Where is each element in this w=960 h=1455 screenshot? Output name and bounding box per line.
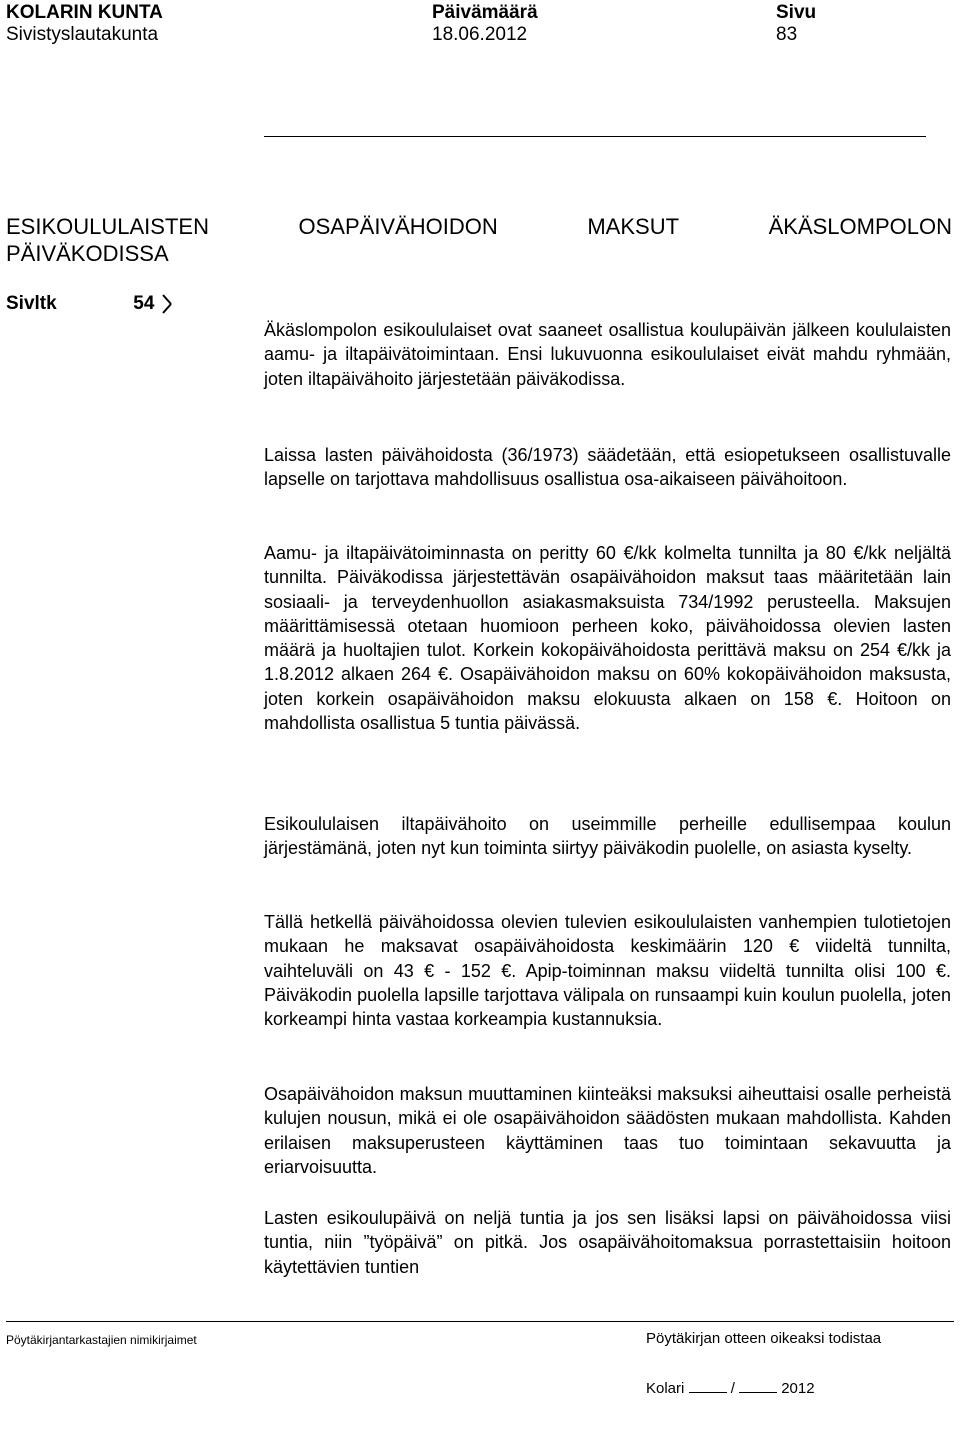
org-name: KOLARIN KUNTA <box>6 2 163 23</box>
title-part-3: MAKSUT <box>587 214 680 239</box>
section-number: 54 <box>133 293 155 315</box>
footer-place: Kolari <box>646 1380 685 1397</box>
paragraph-2: Laissa lasten päivähoidosta (36/1973) säädetään, että esiopetukseen osallistuvalle lapselle on tarjottava mahdollisuus osallistua osa-aikaiseen päivähoitoon. <box>264 445 951 490</box>
department: Sivistyslautakunta <box>6 24 159 45</box>
title-part-4: ÄKÄSLOMPOLON <box>768 214 952 239</box>
paragraph-5: Tällä hetkellä päivähoidossa olevien tulevien esikoululaisten vanhempien tulotietojen mukaan he maksavat osapäivähoidosta keskimäärin 120 € viideltä tunnilta, vaihteluväli on 43 € - 152 €. Apip-toiminnan maksu viideltä tunnilta olisi 100 €. Päiväkodin puolella lapsille tarjottava välipala on runsaampi kuin koulun puolella, joten korkeampi hinta vastaa korkeampia kustannuksia. <box>264 912 951 1030</box>
section-sign-icon <box>160 293 174 315</box>
section-marker <box>6 293 174 315</box>
paragraph-1: Äkäslompolon esikoululaiset ovat saaneet osallistua koulupäivän jälkeen koululaisten aamu- ja iltapäivätoimintaan. Ensi lukuvuonna esikoululaiset eivät mahdu ryhmään, joten iltapäivähoito järjestetään päiväkodissa. <box>264 320 951 389</box>
meeting-date: 18.06.2012 <box>432 24 528 45</box>
paragraph-7: Lasten esikoulupäivä on neljä tuntia ja jos sen lisäksi lapsi on päivähoidossa viisi tuntia, niin ”työpäivä” on pitkä. Jos osapäivähoitomaksua porrastettaisiin hoitoon käytettävien tuntien <box>264 1208 951 1277</box>
page-label: Sivu <box>776 2 817 23</box>
section-label: Sivltk <box>6 293 57 315</box>
title-part-1: ESIKOULULAISTEN <box>6 214 209 239</box>
day-blank <box>689 1378 727 1393</box>
footer-initials-label: Pöytäkirjantarkastajien nimikirjaimet <box>6 1333 197 1347</box>
title-line-2: PÄIVÄKODISSA <box>6 241 169 266</box>
month-blank <box>739 1378 777 1393</box>
footer-certification-label: Pöytäkirjan otteen oikeaksi todistaa <box>646 1330 882 1347</box>
paragraph-6: Osapäivähoidon maksun muuttaminen kiinteäksi maksuksi aiheuttaisi osalle perheistä kulujen nousun, mikä ei ole osapäivähoidon säädösten mukaan mahdollista. Kahden erilaisen maksuperusteen käyttäminen taas tuo toimintaan sekavuutta ja eriarvoisuutta. <box>264 1084 951 1177</box>
footer-signature-line <box>646 1378 815 1397</box>
footer-slash: / <box>730 1380 735 1397</box>
document-title <box>6 213 952 267</box>
paragraph-4: Esikoululaisen iltapäivähoito on useimmille perheille edullisempaa koulun järjestämänä, joten nyt kun toiminta siirtyy päiväkodin puolelle, on asiasta kyselty. <box>264 814 951 859</box>
title-part-2: OSAPÄIVÄHOIDON <box>298 214 498 239</box>
page-number: 83 <box>776 24 798 45</box>
date-label: Päivämäärä <box>432 2 538 23</box>
header-rule <box>264 136 926 137</box>
paragraph-3: Aamu- ja iltapäivätoiminnasta on peritty 60 €/kk kolmelta tunnilta ja 80 €/kk neljältä tunnilta. Päiväkodissa järjestettävän osapäivähoidon maksut taas määritetään lain sosiaali- ja terveydenhuollon asiakasmaksuista 734/1992 perusteella. Maksujen määrittämisessä otetaan huomioon perheen koko, päivähoidossa olevien lasten määrä ja huoltajien tulot. Korkein kokopäivähoidosta perittävä maksu on 254 €/kk ja 1.8.2012 alkaen 264 €. Osapäivähoidon maksu on 60% kokopäivähoidon maksusta, joten korkein osapäivähoidon maksu elokuusta alkaen on 158 €. Hoitoon on mahdollista osallistua 5 tuntia päivässä. <box>264 543 951 734</box>
footer-year: 2012 <box>781 1380 815 1397</box>
footer-rule <box>6 1321 954 1322</box>
